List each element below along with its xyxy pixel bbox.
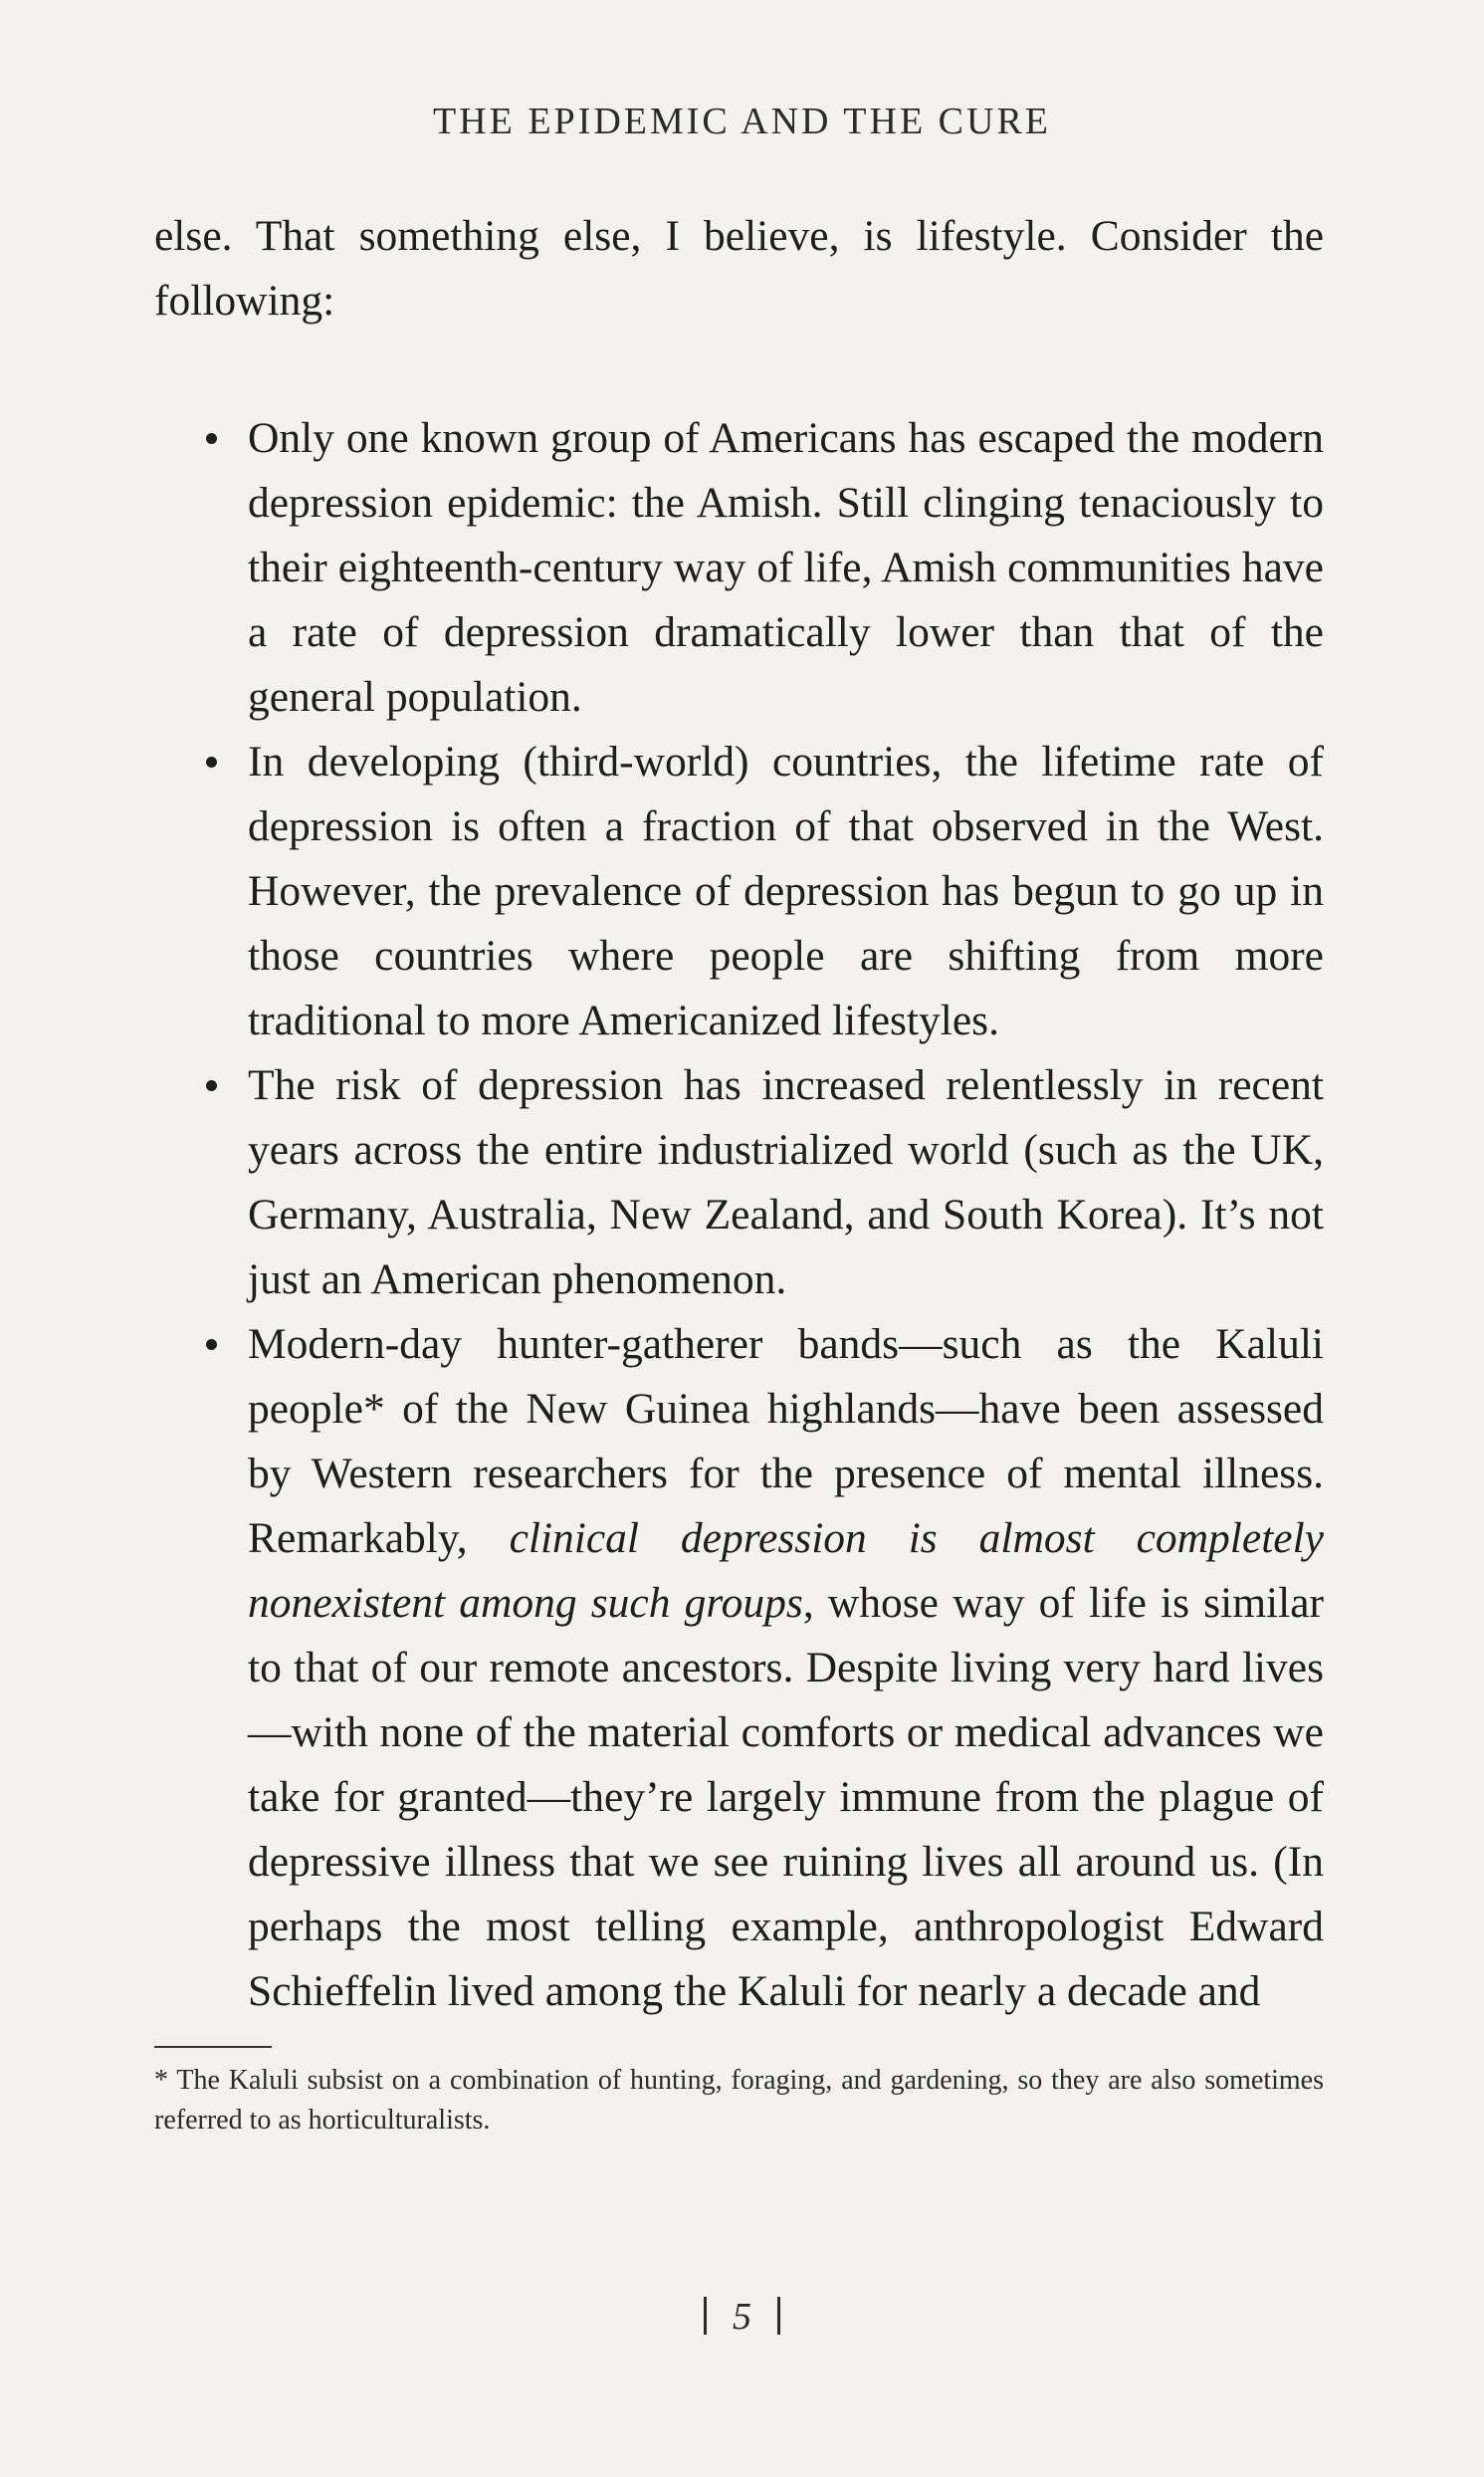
bullet-text: In developing (third-world) countries, the lifetime rate of depression is often a fraction of that observed in the West. However, the prevalence of depression has begun to go up in those countries where people are shifting from more traditional to more Americanized lifestyles. xyxy=(248,738,1324,1044)
folio-bar-left xyxy=(704,2297,707,2335)
footnote: * The Kaluli subsist on a combination of hunting, foraging, and gardening, so they are also sometimes referred to as horticulturalists. xyxy=(154,2065,1324,2136)
bullet-dot-icon xyxy=(206,757,217,768)
bullet-text-before: Modern-day hunter-gatherer bands—such as the Kaluli people* of the New Guinea highlands—have been assessed by Western researchers for the presence of mental illness. Remarkably, xyxy=(248,1320,1324,1562)
bullet-item-amish xyxy=(154,406,1324,730)
bullet-dot-icon xyxy=(206,1080,217,1091)
footnote-rule xyxy=(154,2046,272,2048)
bullet-dot-icon xyxy=(206,433,217,444)
bullet-text xyxy=(248,1312,1324,2024)
bullet-text: Only one known group of Americans has escaped the modern depression epidemic: the Amish. Still clinging tenaciously to their eighteenth-century way of life, Amish communities have a rate of depression dramatically lower than that of the general population. xyxy=(248,414,1324,721)
body-text xyxy=(154,204,1324,2015)
page-number-value: 5 xyxy=(733,2296,751,2338)
folio-bar-right xyxy=(777,2297,780,2335)
bullet-text: The risk of depression has increased relentlessly in recent years across the entire industrialized world (such as the UK, Germany, Australia, New Zealand, and South Korea). It’s not just an American phenomenon. xyxy=(248,1061,1324,1303)
page-number xyxy=(0,2295,1484,2339)
intro-paragraph: else. That something else, I believe, is lifestyle. Consider the following: xyxy=(154,212,1324,325)
bullet-list xyxy=(154,406,1324,2024)
bullet-text-emphasis: clinical depression is almost completely nonexistent among such groups xyxy=(248,1514,1324,1627)
bullet-item-developing-countries xyxy=(154,730,1324,1053)
bullet-dot-icon xyxy=(206,1339,217,1350)
bullet-item-hunter-gatherers xyxy=(154,1312,1324,2024)
bullet-item-industrialized-world xyxy=(154,1053,1324,1312)
bullet-text-after: , whose way of life is similar to that of our remote ancestors. Despite living very hard lives—with none of the material comforts or medical advances we take for granted—they’re largely immune from the plague of depressive illness that we see ruining lives all around us. (In perhaps the most telling example, anthropologist Edward Schieffelin lived among the Kaluli for nearly a decade and xyxy=(248,1579,1324,2015)
running-head: THE EPIDEMIC AND THE CURE xyxy=(432,101,1052,142)
